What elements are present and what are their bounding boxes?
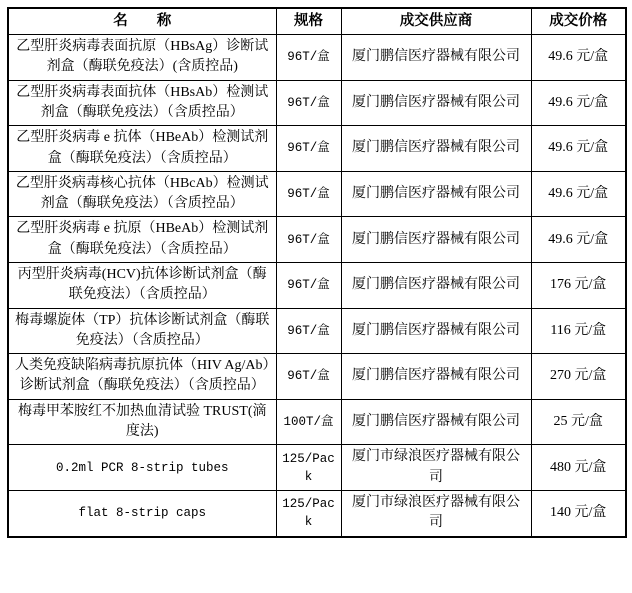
supplier-cell: 厦门鹏信医疗器械有限公司 <box>341 126 531 172</box>
spec-cell: 96T/盒 <box>276 262 341 308</box>
column-header-supplier: 成交供应商 <box>341 8 531 35</box>
price-cell: 116 元/盒 <box>531 308 626 354</box>
spec-cell: 100T/盒 <box>276 399 341 445</box>
price-cell: 49.6 元/盒 <box>531 80 626 126</box>
table-row <box>8 217 626 263</box>
supplier-cell: 厦门鹏信医疗器械有限公司 <box>341 308 531 354</box>
spec-cell: 125/Pack <box>276 445 341 491</box>
table-header-row <box>8 8 626 35</box>
price-cell: 49.6 元/盒 <box>531 35 626 81</box>
spec-cell: 96T/盒 <box>276 126 341 172</box>
price-cell: 480 元/盒 <box>531 445 626 491</box>
product-name-cell: 丙型肝炎病毒(HCV)抗体诊断试剂盒（酶联免疫法）（含质控品） <box>8 262 276 308</box>
product-name-cell: 梅毒甲苯胺红不加热血清试验 TRUST(滴度法) <box>8 399 276 445</box>
table-row <box>8 126 626 172</box>
table-row <box>8 262 626 308</box>
table-row <box>8 80 626 126</box>
supplier-cell: 厦门鹏信医疗器械有限公司 <box>341 354 531 400</box>
column-header-spec: 规格 <box>276 8 341 35</box>
price-cell: 270 元/盒 <box>531 354 626 400</box>
product-name-cell: 乙型肝炎病毒表面抗原（HBsAg）诊断试剂盒（酶联免疫法）(含质控品) <box>8 35 276 81</box>
price-cell: 49.6 元/盒 <box>531 217 626 263</box>
table-row <box>8 354 626 400</box>
supplier-cell: 厦门鹏信医疗器械有限公司 <box>341 80 531 126</box>
supplier-cell: 厦门市绿浪医疗器械有限公司 <box>341 445 531 491</box>
spec-cell: 96T/盒 <box>276 171 341 217</box>
supplier-cell: 厦门鹏信医疗器械有限公司 <box>341 35 531 81</box>
spec-cell: 125/Pack <box>276 490 341 536</box>
column-header-name: 名 称 <box>8 8 276 35</box>
column-header-price: 成交价格 <box>531 8 626 35</box>
table-row <box>8 445 626 491</box>
product-name-cell: 乙型肝炎病毒表面抗体（HBsAb）检测试剂盒（酶联免疫法）（含质控品） <box>8 80 276 126</box>
table-row <box>8 399 626 445</box>
price-cell: 176 元/盒 <box>531 262 626 308</box>
table-row <box>8 308 626 354</box>
product-name-cell: 梅毒螺旋体（TP）抗体诊断试剂盒（酶联免疫法）（含质控品） <box>8 308 276 354</box>
spec-cell: 96T/盒 <box>276 35 341 81</box>
price-cell: 49.6 元/盒 <box>531 171 626 217</box>
product-name-cell: 乙型肝炎病毒 e 抗体（HBeAb）检测试剂盒（酶联免疫法）（含质控品） <box>8 126 276 172</box>
product-name-cell: 乙型肝炎病毒 e 抗原（HBeAb）检测试剂盒（酶联免疫法）（含质控品） <box>8 217 276 263</box>
product-name-cell: 乙型肝炎病毒核心抗体（HBcAb）检测试剂盒（酶联免疫法）（含质控品） <box>8 171 276 217</box>
price-cell: 49.6 元/盒 <box>531 126 626 172</box>
product-name-cell: flat 8-strip caps <box>8 490 276 536</box>
supplier-cell: 厦门市绿浪医疗器械有限公司 <box>341 490 531 536</box>
price-cell: 140 元/盒 <box>531 490 626 536</box>
procurement-results-table <box>7 7 627 538</box>
supplier-cell: 厦门鹏信医疗器械有限公司 <box>341 262 531 308</box>
product-name-cell: 人类免疫缺陷病毒抗原抗体（HIV Ag/Ab）诊断试剂盒（酶联免疫法）（含质控品） <box>8 354 276 400</box>
supplier-cell: 厦门鹏信医疗器械有限公司 <box>341 217 531 263</box>
price-cell: 25 元/盒 <box>531 399 626 445</box>
supplier-cell: 厦门鹏信医疗器械有限公司 <box>341 171 531 217</box>
spec-cell: 96T/盒 <box>276 80 341 126</box>
spec-cell: 96T/盒 <box>276 308 341 354</box>
supplier-cell: 厦门鹏信医疗器械有限公司 <box>341 399 531 445</box>
table-row <box>8 171 626 217</box>
table-row <box>8 490 626 536</box>
table-row <box>8 35 626 81</box>
product-name-cell: 0.2ml PCR 8-strip tubes <box>8 445 276 491</box>
spec-cell: 96T/盒 <box>276 217 341 263</box>
spec-cell: 96T/盒 <box>276 354 341 400</box>
